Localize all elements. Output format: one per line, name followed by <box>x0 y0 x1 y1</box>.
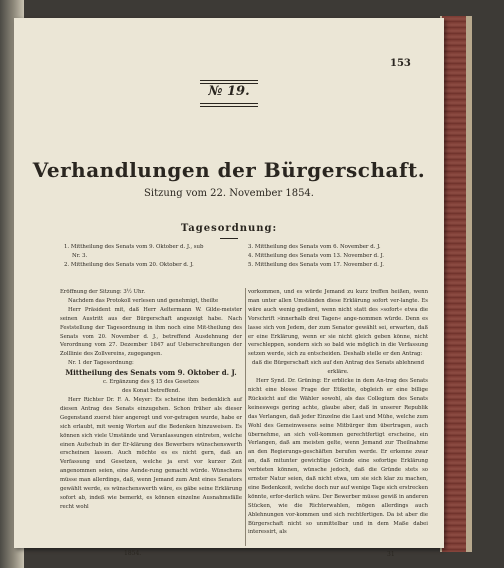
paragraph: Herr Synd. Dr. Grüning: Er erblicke in dem An-trag des Senats nicht eine blosse Frage der Etikette, obgleich er eine billige Rücksicht auf die Wähler sowohl, als das Collegium des Senats keineswegs gering achte, glaube aber, daß in unserer Republik das Verlangen, daß jeder Einzelne die Last und Mühe, welche zum Wohl des Gemeinwesens seine Mitbürger ihm übertragen, auch übernehme, an sich voll-kommen gerechtfertigt erscheine, ein Verlangen, daß am meisten gelte, wenn Jemand zur Theilnahme an den Regierungs-geschäften berufen werde. Er erkenne zwar an, daß mitunter gewichtige Gründe eine sofortige Erklärung verbieten können, wünsche jedoch, daß die Gründe stets so ernster Natur seien, daß nicht etwa, um sie sich klar zu machen, eine Bedenkzeit, welche doch nur auf wenige Tage sich erstrecken könnte, erfor-derlich wäre. Der Bewerber müsse gewiß in anderen Stücken, wie die Richterwahlen, mögen allerdings auch Ablehnungen vor-kommen und sich rechtfertigen. Da ist aber die Bürgerschaft nicht so unmittelbar und in dem Maße dabei interessirt, als <box>248 378 428 536</box>
session-date: Sitzung vom 22. November 1854. <box>144 188 314 199</box>
agenda-rule <box>220 238 238 239</box>
column-divider <box>245 288 246 546</box>
agenda-heading: Tagesordnung: <box>180 223 278 234</box>
issue-number: № 19. <box>208 84 250 99</box>
issue-rule-bottom <box>200 103 258 107</box>
footer-year: 1854. <box>124 550 142 557</box>
subheading: des Konat betreffend. <box>121 388 181 395</box>
page-title: Verhandlungen der Bürgerschaft. <box>32 158 426 182</box>
subheading: c. Ergänzung des § 15 des Gesetzes <box>103 379 199 386</box>
opening-line: Eröffnung der Sitzung: 3½ Uhr. <box>60 289 146 295</box>
agenda-item: 3. Mittheilung des Senats vom 6. November d. J. <box>248 244 381 250</box>
motion-text: daß die Bürgerschaft sich auf den Antrag des Senats ablehnend erkläre. <box>252 360 424 376</box>
agenda-item: 4. Mittheilung des Senats vom 13. November d. J. <box>248 253 384 259</box>
text-column-left <box>60 288 242 512</box>
agenda-item: Nr. 3. <box>72 253 88 259</box>
footer-signature: 31 <box>387 551 395 558</box>
paragraph: vorkommen, und es würde Jemand zu kurz treffen heißen, wenn man unter allen Umständen diese Erklärung sofort ver-langte. Es wäre auch wenig gedient, wenn nicht statt des »sofort« etwa die Vorschrift »innerhalb drei Tagen« ange-nommen würde. Denn es lasse sich von Jedem, der zum Senator gewählt sei, erwarten, daß er eine Erklärung, wenn er sie nicht gleich geben könne, nicht verschleppen, sondern sich so bald wie möglich in die Verfassung setzen werde, sich zu entscheiden. Deshalb stelle er den Antrag: <box>248 289 428 358</box>
document-page <box>14 18 444 558</box>
paragraph: Herr Richter Dr. F. A. Meyer: Es scheine ihm bedenklich auf diesen Antrag des Senats einzugehen. Schon früher als dieser Gegenstand zuerst hier angeregt und vor-getragen wurde, habe er sich erlaubt, mit wenig Worten auf die Bedenken hinzuweisen. Es können sich viele Umstände und Veranlassungen eintreten, welche einen Aufschub in der Er-klärung des Bewerbers wünschenswerth erscheinen lassen. Auch möchte es es nicht gern, daß an Verfassung und Gesetzen, welche ja erst vor kurzer Zeit angenommen seien, eine Aende-rung gemacht würde. Wünschens müsse man allerdings, daß, wenn Jemand zum Amt eines Senators gewählt werde, es wünschenswerth wäre, es gäbe seine Erklärung sofort ab, indeß wie bemerkt, es können einzelne Ausnahmsfälle recht wohl <box>60 396 242 510</box>
page-number: 153 <box>390 58 411 69</box>
agenda-item: 2. Mittheilung des Senats vom 20. Oktober d. J. <box>64 262 194 268</box>
agenda-right-column <box>248 243 426 270</box>
text-column-right <box>248 288 428 537</box>
book-cover-rim <box>466 16 472 552</box>
paragraph: Nr. 1 der Tagesordnung: <box>68 360 134 367</box>
agenda-left-column <box>64 243 242 270</box>
paragraph: Herr Präsident mit, daß Herr Aeltermann W. Gilde-meister seinen Austritt aus der Bürgerschaft angezeigt habe. Nach Feststellung der Tagesordnung in ihm noch eine Mit-theilung des Senats vom 20. November d. J., betreffend Ausdehnung der Verordnung vom 27. Dezember 1847 auf Ueberschreitungen der Zolllinie des Zollvereins, zugegangen. <box>60 306 242 358</box>
section-heading: Mittheilung des Senats vom 9. Oktober d. J. <box>65 368 237 378</box>
agenda-item: 5. Mittheilung des Senats vom 17. November d. J. <box>248 262 384 268</box>
paragraph: Nachdem das Protokoll verlesen und genehmigt, theilte <box>68 297 219 304</box>
agenda-item: 1. Mittheilung des Senats vom 9. Oktober d. J., sub <box>64 244 204 250</box>
